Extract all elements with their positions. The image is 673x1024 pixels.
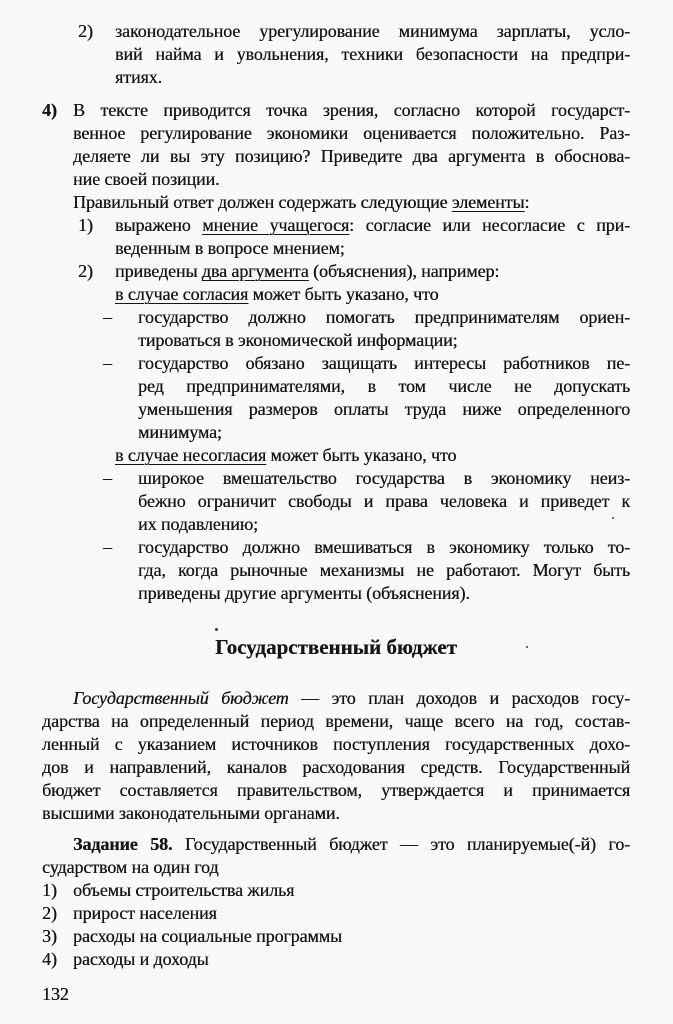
scan-speck — [215, 628, 218, 631]
list-item-content — [115, 20, 630, 89]
task-4-question — [73, 99, 630, 191]
text-line: дов и направлений, каналов расходования средств. Государственный — [42, 757, 630, 777]
argument-content — [138, 306, 630, 352]
text-line: высшими законодательными органами. — [42, 803, 340, 823]
definition-term-italic: Государственный бюджет — [73, 688, 289, 708]
text-line: бюджет составляется правительством, утверждается и принимается — [42, 780, 630, 800]
argument-content — [138, 467, 630, 536]
text-segment: выражено — [115, 215, 203, 235]
answer-intro-line — [73, 191, 630, 214]
dash-bullet: – — [103, 353, 112, 373]
definition-paragraph — [42, 687, 630, 825]
option-text: расходы и доходы — [73, 949, 209, 969]
text-line: приведены другие аргументы (объяснения). — [138, 583, 470, 603]
disagree-case-line — [115, 444, 630, 467]
task-58-option — [42, 925, 630, 948]
text-line: широкое вмешательство государства в экономику неиз- — [138, 468, 630, 488]
scan-speck — [526, 646, 528, 648]
list-item-marker: 1) — [78, 215, 93, 235]
task-4-item — [42, 99, 630, 191]
text-line: веденным в вопросе мнением; — [115, 238, 345, 258]
argument-item — [42, 306, 630, 352]
text-segment: может быть указано, что — [248, 284, 439, 304]
continued-list-item — [42, 20, 630, 89]
task-58-option — [42, 879, 630, 902]
text-segment: может быть указано, что — [266, 445, 457, 465]
text-line: ред предпринимателями, в том числе не допускать — [138, 376, 630, 396]
text-line: государство должно помогать предпринимателям ориен- — [138, 307, 630, 327]
text-line: ятиях. — [115, 67, 162, 87]
answer-intro-text: Правильный ответ должен содержать следующие — [73, 192, 452, 212]
text-segment: : согласие или несогласие с при- — [349, 215, 630, 235]
option-text: объемы строительства жилья — [73, 880, 295, 900]
task-58-option — [42, 902, 630, 925]
argument-content — [138, 536, 630, 605]
argument-item — [42, 352, 630, 444]
text-line: законодательное урегулирование минимума зарплаты, усло- — [115, 21, 630, 41]
text-line: сударством на один год — [42, 857, 219, 877]
answer-intro-colon: : — [524, 192, 530, 212]
text-line: деляете ли вы эту позицию? Приведите два аргумента в обоснова- — [73, 146, 630, 166]
text-segment: — это план доходов и расходов госу- — [288, 688, 630, 708]
answer-element-2 — [42, 260, 630, 283]
text-line: В тексте приводится точка зрения, согласно которой государст- — [73, 100, 630, 120]
text-line: минимума; — [138, 422, 222, 442]
text-line — [73, 687, 630, 710]
scan-speck — [612, 517, 614, 519]
dash-bullet: – — [103, 468, 112, 488]
text-line: государство должно вмешиваться в экономику только то- — [138, 537, 630, 557]
option-marker: 1) — [42, 880, 57, 900]
list-item-marker: 2) — [78, 261, 93, 281]
agree-case-line — [115, 283, 630, 306]
option-text: расходы на социальные программы — [73, 926, 343, 946]
option-marker: 2) — [42, 903, 57, 923]
text-segment: Государственный бюджет — это планируемые(-й) го- — [172, 834, 630, 854]
text-line: венное регулирование экономики оценивается положительно. Раз- — [73, 123, 630, 143]
answer-element-1 — [42, 214, 630, 260]
page-number: 132 — [42, 984, 69, 1004]
text-line: бежно ограничит свободы и права человека и приведет к — [138, 491, 630, 511]
text-line — [73, 833, 630, 856]
task-58-label: Задание 58. — [73, 834, 173, 854]
option-text: прирост населения — [73, 903, 217, 923]
text-segment: (объяснения), например: — [308, 261, 500, 281]
task-58-options — [42, 879, 630, 971]
list-item-marker: 2) — [78, 21, 93, 41]
underlined-term: в случае несогласия — [115, 445, 267, 465]
text-line: их подавлению; — [138, 514, 258, 534]
underlined-term: мнение учащегося — [202, 215, 350, 235]
list-item-marker: 4) — [42, 100, 57, 120]
task-58-option — [42, 948, 630, 971]
text-line — [115, 260, 630, 283]
text-line: вий найма и увольнения, техники безопасности на предпри- — [115, 44, 630, 64]
text-line: ние своей позиции. — [73, 169, 220, 189]
text-line: государство обязано защищать интересы работников пе- — [138, 353, 630, 373]
argument-item — [42, 536, 630, 605]
section-heading: Государственный бюджет — [215, 635, 457, 659]
task-58-paragraph — [42, 833, 630, 879]
text-line: дарства на определенный период времени, чаще всего на год, состав- — [42, 711, 630, 731]
text-segment: приведены — [115, 261, 202, 281]
dash-bullet: – — [103, 307, 112, 327]
text-line: тироваться в экономической информации; — [138, 330, 458, 350]
list-item-content — [115, 214, 630, 260]
text-line: уменьшения размеров оплаты труда ниже определенного — [138, 399, 630, 419]
option-marker: 3) — [42, 926, 57, 946]
underlined-term: элементы — [451, 192, 525, 212]
text-line: ленный с указанием источников поступления государственных дохо- — [42, 734, 630, 754]
underlined-term: два аргумента — [201, 261, 309, 281]
dash-bullet: – — [103, 537, 112, 557]
text-line: гда, когда рыночные механизмы не работают. Могут быть — [138, 560, 630, 580]
argument-item — [42, 467, 630, 536]
option-marker: 4) — [42, 949, 57, 969]
text-line — [115, 214, 630, 237]
list-item-content — [115, 260, 630, 283]
argument-content — [138, 352, 630, 444]
underlined-term: в случае согласия — [115, 284, 249, 304]
